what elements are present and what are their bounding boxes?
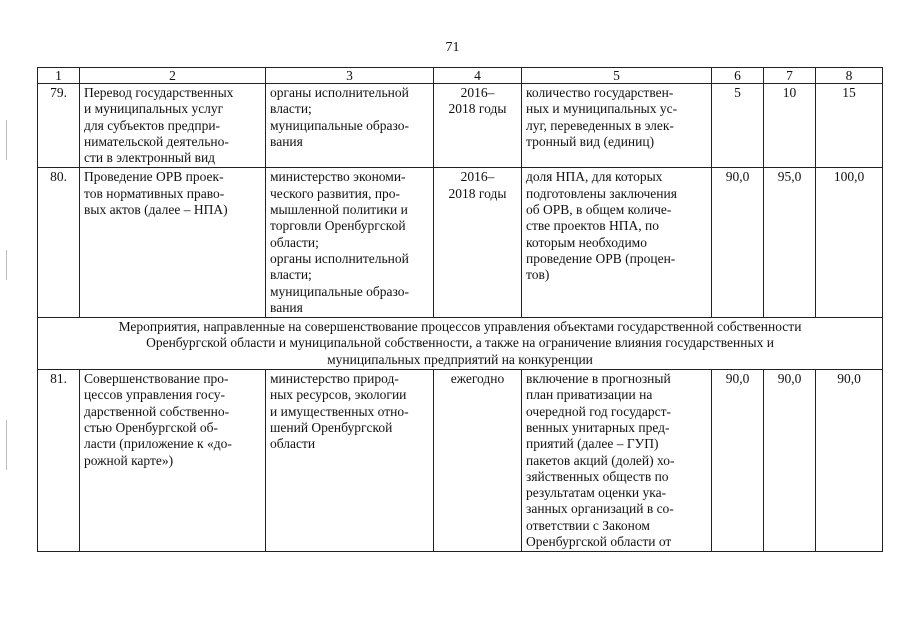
header-cell: 3 xyxy=(266,68,434,84)
scan-margin-mark xyxy=(6,120,7,160)
measure-cell: Перевод государственных и муниципальных услуг для субъектов предпри- нимательской деятельно- сти в электронный вид xyxy=(80,84,266,168)
header-cell: 6 xyxy=(712,68,764,84)
period-cell: 2016– 2018 годы xyxy=(434,84,522,168)
header-cell: 2 xyxy=(80,68,266,84)
scan-margin-mark xyxy=(6,250,7,280)
executors-cell: органы исполнительной власти; муниципальные образо- вания xyxy=(266,84,434,168)
value-cell-7: 95,0 xyxy=(764,168,816,318)
value-cell-6: 90,0 xyxy=(712,168,764,318)
period-cell: ежегодно xyxy=(434,370,522,552)
header-cell: 8 xyxy=(816,68,883,84)
indicator-cell: доля НПА, для которых подготовлены заключения об ОРВ, в общем количе- стве проектов НПА, по которым необходимо проведение ОРВ (процен- тов) xyxy=(522,168,712,318)
period-cell: 2016– 2018 годы xyxy=(434,168,522,318)
value-cell-8: 100,0 xyxy=(816,168,883,318)
page-number: 71 xyxy=(445,40,460,55)
executors-cell: министерство экономи- ческого развития, про- мышленной политики и торговли Оренбургской области; органы исполнительной власти; муниципальные образо- вания xyxy=(266,168,434,318)
section-heading: Мероприятия, направленные на совершенствование процессов управления объектами государственной собственности Оренбургской области и муниципальной собственности, а также на ограничение влияния государственных и муниципальных предприятий на конкуренции xyxy=(38,318,883,370)
value-cell-6: 90,0 xyxy=(712,370,764,552)
table-row xyxy=(38,370,883,552)
value-cell-7: 10 xyxy=(764,84,816,168)
header-cell: 4 xyxy=(434,68,522,84)
header-cell: 5 xyxy=(522,68,712,84)
section-heading-row xyxy=(38,318,883,370)
indicator-cell: количество государствен- ных и муниципальных ус- луг, переведенных в элек- тронный вид (единиц) xyxy=(522,84,712,168)
measure-cell: Совершенствование про- цессов управления госу- дарственной собственно- стью Оренбургской об- ласти (приложение к «до- рожной карте») xyxy=(80,370,266,552)
value-cell-6: 5 xyxy=(712,84,764,168)
table-header-row xyxy=(38,68,883,84)
value-cell-7: 90,0 xyxy=(764,370,816,552)
measure-cell: Проведение ОРВ проек- тов нормативных право- вых актов (далее – НПА) xyxy=(80,168,266,318)
measures-table xyxy=(37,67,883,552)
row-number: 79. xyxy=(38,84,80,168)
value-cell-8: 90,0 xyxy=(816,370,883,552)
executors-cell: министерство природ- ных ресурсов, экологии и имущественных отно- шений Оренбургской области xyxy=(266,370,434,552)
header-cell: 1 xyxy=(38,68,80,84)
table-row xyxy=(38,168,883,318)
table-row xyxy=(38,84,883,168)
row-number: 80. xyxy=(38,168,80,318)
header-cell: 7 xyxy=(764,68,816,84)
indicator-cell: включение в прогнозный план приватизации на очередной год государст- венных унитарных пред- приятий (далее – ГУП) пакетов акций (долей) хо- зяйственных обществ по результатам оценки ука- занных организаций в со- ответствии с Законом Оренбургской области от xyxy=(522,370,712,552)
value-cell-8: 15 xyxy=(816,84,883,168)
scan-margin-mark xyxy=(6,420,7,470)
row-number: 81. xyxy=(38,370,80,552)
